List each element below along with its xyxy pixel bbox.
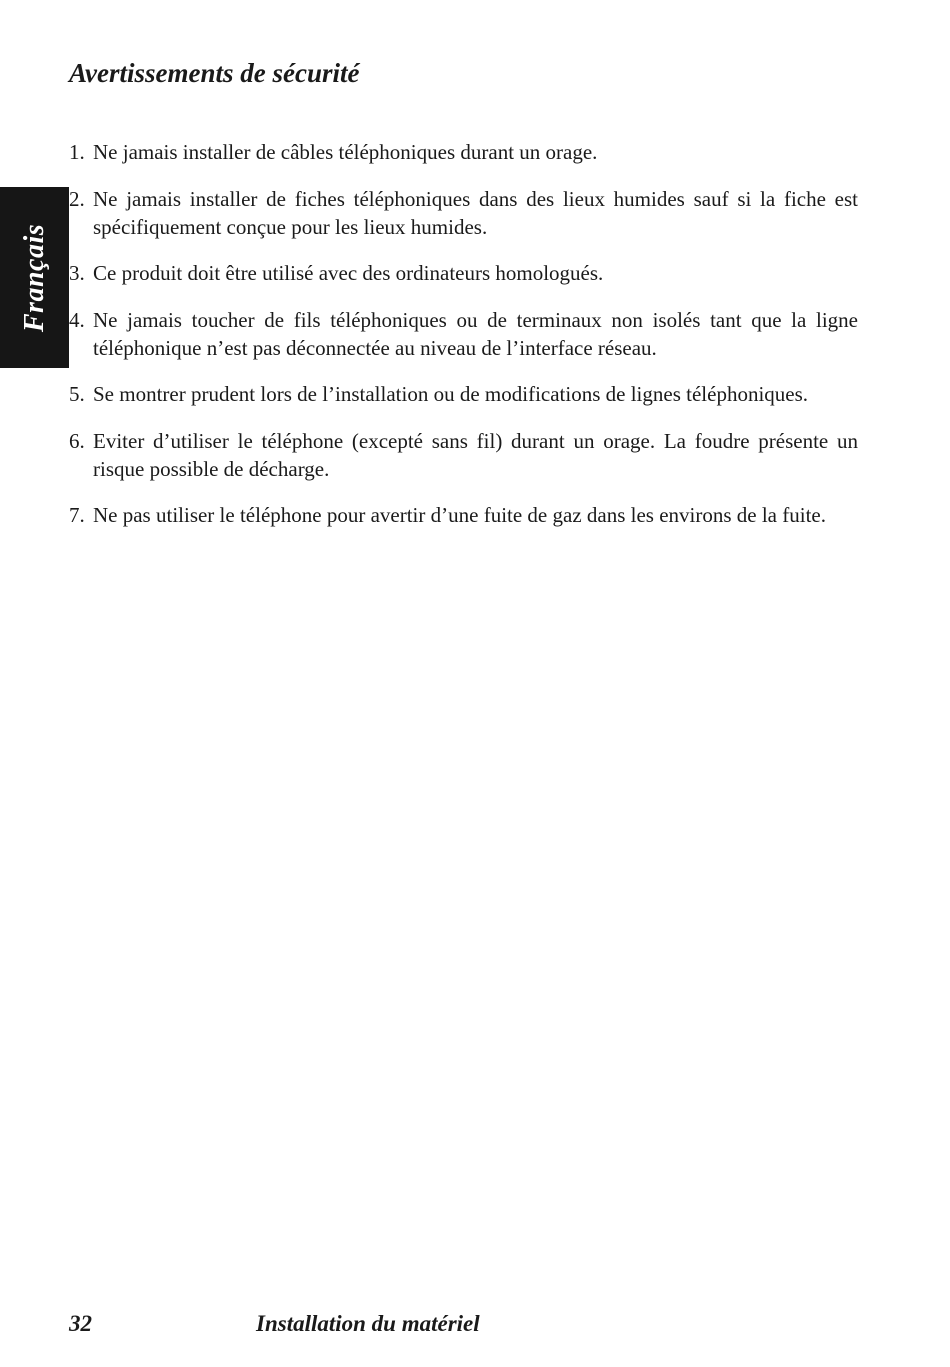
footer-section-title: Installation du matériel — [256, 1311, 480, 1336]
list-item-number: 7. — [69, 503, 85, 527]
list-item-number: 6. — [69, 428, 85, 453]
safety-warnings-list — [69, 138, 858, 548]
list-item-text: Ne jamais installer de câbles téléphoniques durant un orage. — [93, 140, 598, 164]
list-item — [69, 501, 858, 529]
list-item — [69, 306, 858, 362]
list-item — [69, 259, 858, 287]
language-tab-label: Français — [18, 223, 50, 332]
list-item-text: Ne pas utiliser le téléphone pour avertir d’une fuite de gaz dans les environs de la fuite. — [93, 503, 826, 527]
list-item — [69, 427, 858, 483]
list-item-text: Ce produit doit être utilisé avec des ordinateurs homologués. — [93, 261, 604, 285]
language-tab — [0, 187, 69, 368]
list-item-number: 4. — [69, 307, 85, 332]
list-item-number: 5. — [69, 382, 85, 406]
list-item-text: Se montrer prudent lors de l’installation ou de modifications de lignes téléphoniques. — [93, 382, 809, 406]
list-item — [69, 138, 858, 166]
list-item-text: Ne jamais installer de fiches téléphoniques dans des lieux humides sauf si la fiche est spécifiquement conçue pour les lieux humides. — [93, 186, 858, 239]
list-item-number: 2. — [69, 186, 85, 211]
list-item-text: Ne jamais toucher de fils téléphoniques ou de terminaux non isolés tant que la ligne téléphonique n’est pas déconnectée au niveau de l’interface réseau. — [93, 307, 858, 360]
list-item-number: 3. — [69, 261, 85, 285]
list-item — [69, 380, 858, 408]
page-title: Avertissements de sécurité — [69, 58, 360, 88]
page-number: 32 — [69, 1311, 92, 1336]
list-item-number: 1. — [69, 140, 85, 164]
list-item-text: Eviter d’utiliser le téléphone (excepté sans fil) durant un orage. La foudre présente un risque possible de décharge. — [93, 428, 858, 481]
list-item — [69, 185, 858, 241]
